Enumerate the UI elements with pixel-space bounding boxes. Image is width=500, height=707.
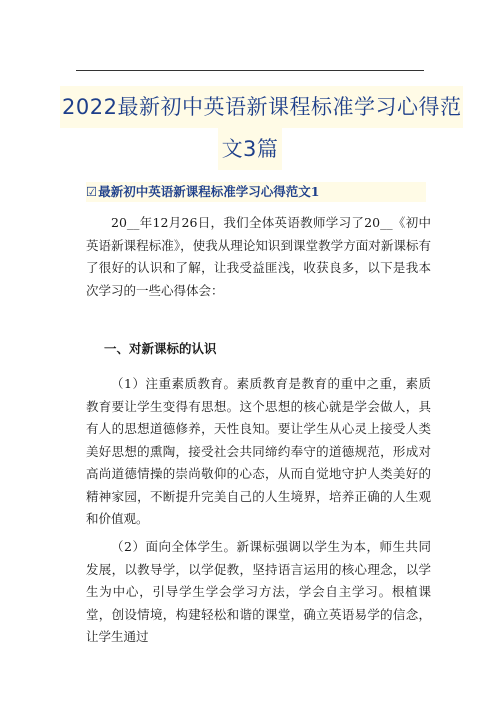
paragraph-intro: 20__年12月26日，我们全体英语教师学习了20__《初中英语新课程标准》，使我从理论知识到课堂教学方面对新课标有了很好的认识和了解，让我受益匪浅，收获良多，以下是我本次学习的一些心得体会：	[86, 215, 431, 298]
article-subheading-text: 最新初中英语新课程标准学习心得范文1	[98, 184, 320, 199]
title-line-1: 2022最新初中英语新课程标准学习心得范	[60, 86, 463, 128]
document-title	[60, 86, 462, 170]
title-line-2: 文3篇	[218, 128, 283, 170]
header-rule	[76, 70, 424, 71]
paragraph-all-students: （2）面向全体学生。新课标强调以学生为本，师生共同发展，以教导学，以学促教，坚持语言运用的核心理念，以学生为中心，引导学生学会学习方法，学会自主学习。根植课堂，创设情境，构建轻松和谐的课堂，确立英语易学的信念，让学生通过	[86, 539, 431, 644]
article-subheading	[86, 182, 426, 202]
paragraph-quality-education: （1）注重素质教育。素质教育是教育的重中之重，素质教育要让学生变得有思想。这个思想的核心就是学会做人，具有人的思想道德修养，天性良知。要让学生从心灵上接受人类美好思想的熏陶，接受社会共同缔约奉守的道德规范，形成对高尚道德情操的崇尚敬仰的心态，从而自觉地守护人类美好的精神家园，不断提升完美自己的人生境界，培养正确的人生观和价值观。	[86, 376, 431, 526]
section-heading-1: 一、对新课标的认识	[104, 341, 217, 356]
checkbox-icon: ☑	[86, 184, 98, 199]
